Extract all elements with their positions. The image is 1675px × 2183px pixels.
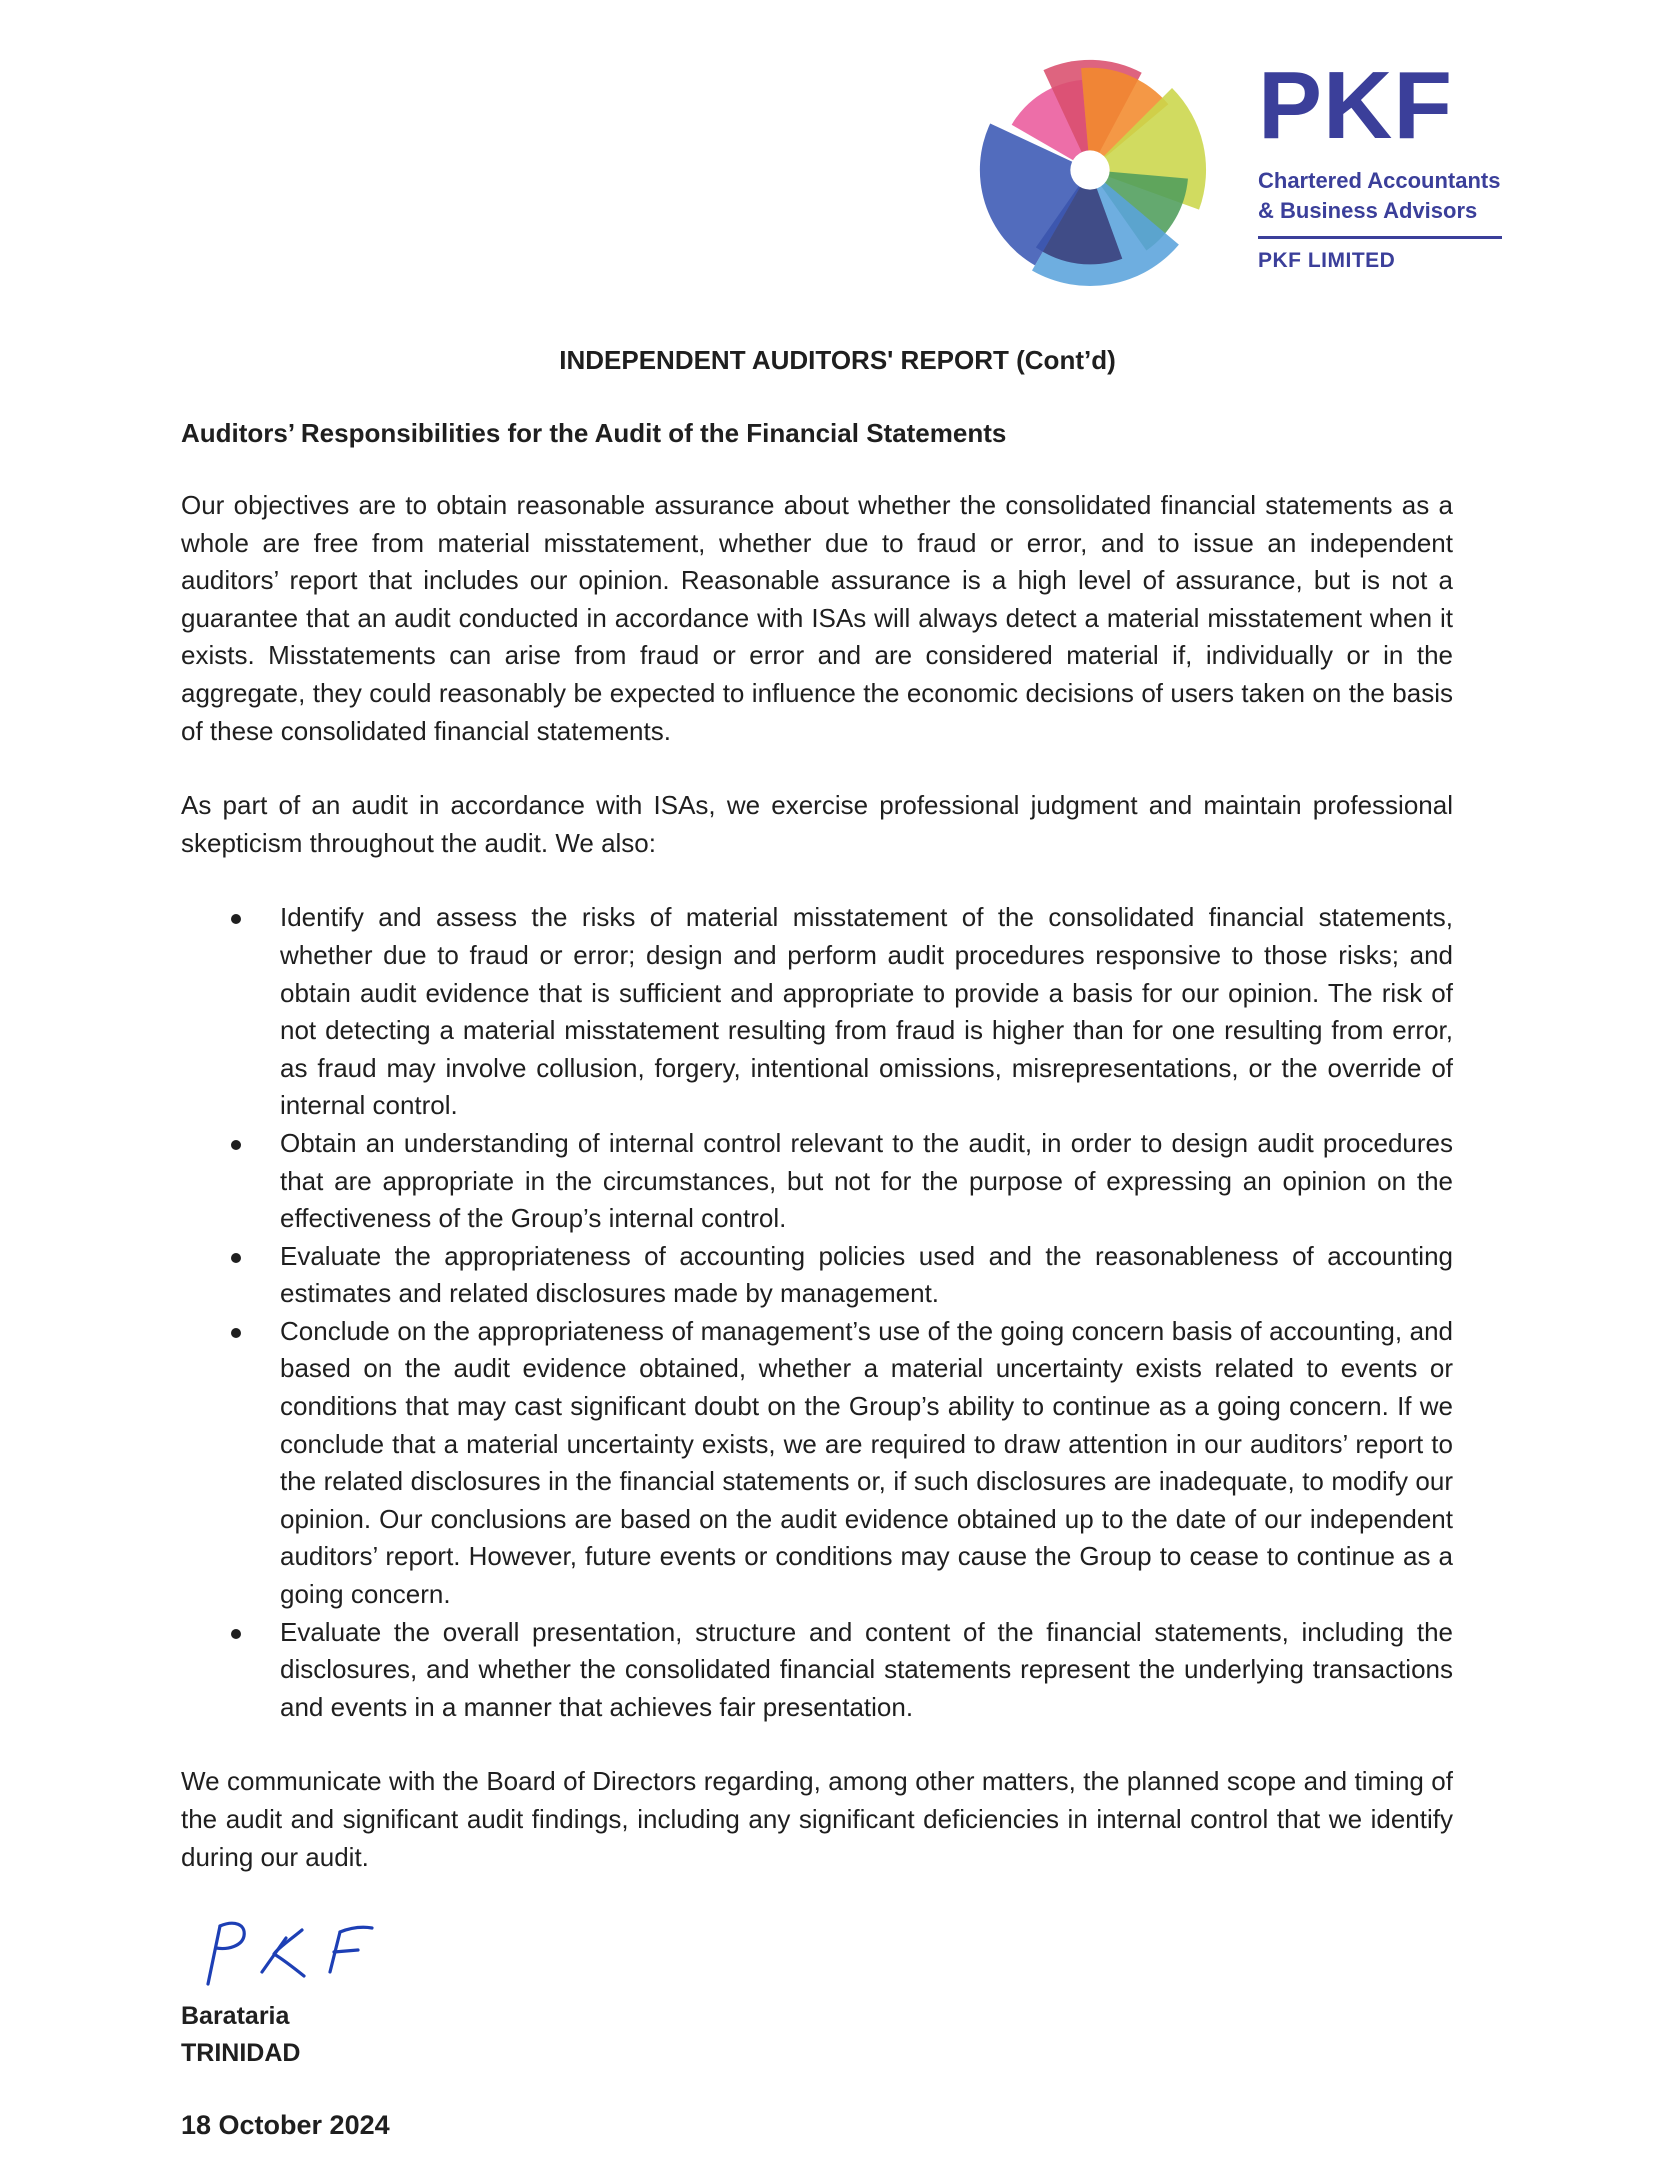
brand-tagline-line2: & Business Advisors	[1258, 198, 1478, 223]
pkf-logo-wheel-icon	[972, 52, 1208, 288]
list-item-text: Conclude on the appropriateness of management’s use of the going concern basis of accounting, and based on the audit evidence obtained, whether a material uncertainty exists related to events or conditions that may cast significant doubt on the Group’s ability to continue as a going concern. If we conclude that a material uncertainty exists, we are required to draw attention in our auditors’ report to the related disclosures in the financial statements or, if such disclosures are inadequate, to modify our opinion. Our conclusions are based on the audit evidence obtained up to the date of our independent auditors’ report. However, future events or conditions may cause the Group to cease to continue as a going concern.	[280, 1315, 1453, 1610]
report-body	[181, 418, 1453, 1913]
bullet-icon	[231, 1140, 241, 1150]
brand-tagline	[1258, 166, 1518, 226]
list-item-text: Obtain an understanding of internal control relevant to the audit, in order to design audit procedures that are appropriate in the circumstances, but not for the purpose of expressing an opinion on the effectiveness of the Group’s internal control.	[280, 1127, 1453, 1234]
company-name: PKF LIMITED	[1258, 249, 1396, 272]
list-item	[181, 1313, 1453, 1614]
brand-tagline-line1: Chartered Accountants	[1258, 168, 1501, 193]
communication-paragraph: We communicate with the Board of Directors regarding, among other matters, the planned scope and timing of the audit and significant audit findings, including any significant deficiencies in internal control that we identify during our audit.	[181, 1766, 1453, 1872]
objectives-paragraph: Our objectives are to obtain reasonable assurance about whether the consolidated financial statements as a whole are free from material misstatement, whether due to fraud or error, and to issue an independent auditors’ report that includes our opinion. Reasonable assurance is a high level of assurance, but is not a guarantee that an audit conducted in accordance with ISAs will always detect a material misstatement when it exists. Misstatements can arise from fraud or error and are considered material if, individually or in the aggregate, they could reasonably be expected to influence the economic decisions of users taken on the basis of these consolidated financial statements.	[181, 490, 1453, 746]
section-heading: Auditors’ Responsibilities for the Audit of the Financial Statements	[181, 418, 1007, 448]
list-item-text: Identify and assess the risks of material misstatement of the consolidated financial statements, whether due to fraud or error; design and perform audit procedures responsive to those risks; and obtain audit evidence that is sufficient and appropriate to provide a basis for our opinion. The risk of not detecting a material misstatement resulting from fraud is higher than for one resulting from error, as fraud may involve collusion, forgery, intentional omissions, misrepresentations, or the override of internal control.	[280, 902, 1453, 1121]
list-item	[181, 899, 1453, 1125]
signoff-location	[181, 1998, 300, 2072]
brand-divider	[1258, 236, 1502, 239]
list-item-text: Evaluate the overall presentation, structure and content of the financial statements, including the disclosures, and whether the consolidated financial statements represent the underlying transactions and events in a manner that achieves fair presentation.	[280, 1616, 1453, 1722]
brand-name: PKF	[1258, 52, 1453, 159]
location-city: Barataria	[181, 2002, 290, 2030]
bullet-icon	[231, 1328, 241, 1338]
list-item	[181, 1125, 1453, 1238]
bullet-icon	[231, 914, 241, 924]
report-date: 18 October 2024	[181, 2110, 390, 2140]
audit-approach-paragraph: As part of an audit in accordance with ISAs, we exercise professional judgment and maintain professional skepticism throughout the audit. We also:	[181, 790, 1453, 858]
report-title: INDEPENDENT AUDITORS' REPORT (Cont’d)	[559, 345, 1116, 375]
signature-icon	[190, 1910, 390, 1990]
brand-block	[1258, 52, 1518, 273]
list-item-text: Evaluate the appropriateness of accounting policies used and the reasonableness of accounting estimates and related disclosures made by management.	[280, 1240, 1453, 1309]
location-country: TRINIDAD	[181, 2039, 301, 2067]
bullet-icon	[231, 1629, 241, 1639]
responsibilities-list	[181, 899, 1453, 1726]
list-item	[181, 1614, 1453, 1727]
bullet-icon	[231, 1253, 241, 1263]
list-item	[181, 1238, 1453, 1313]
